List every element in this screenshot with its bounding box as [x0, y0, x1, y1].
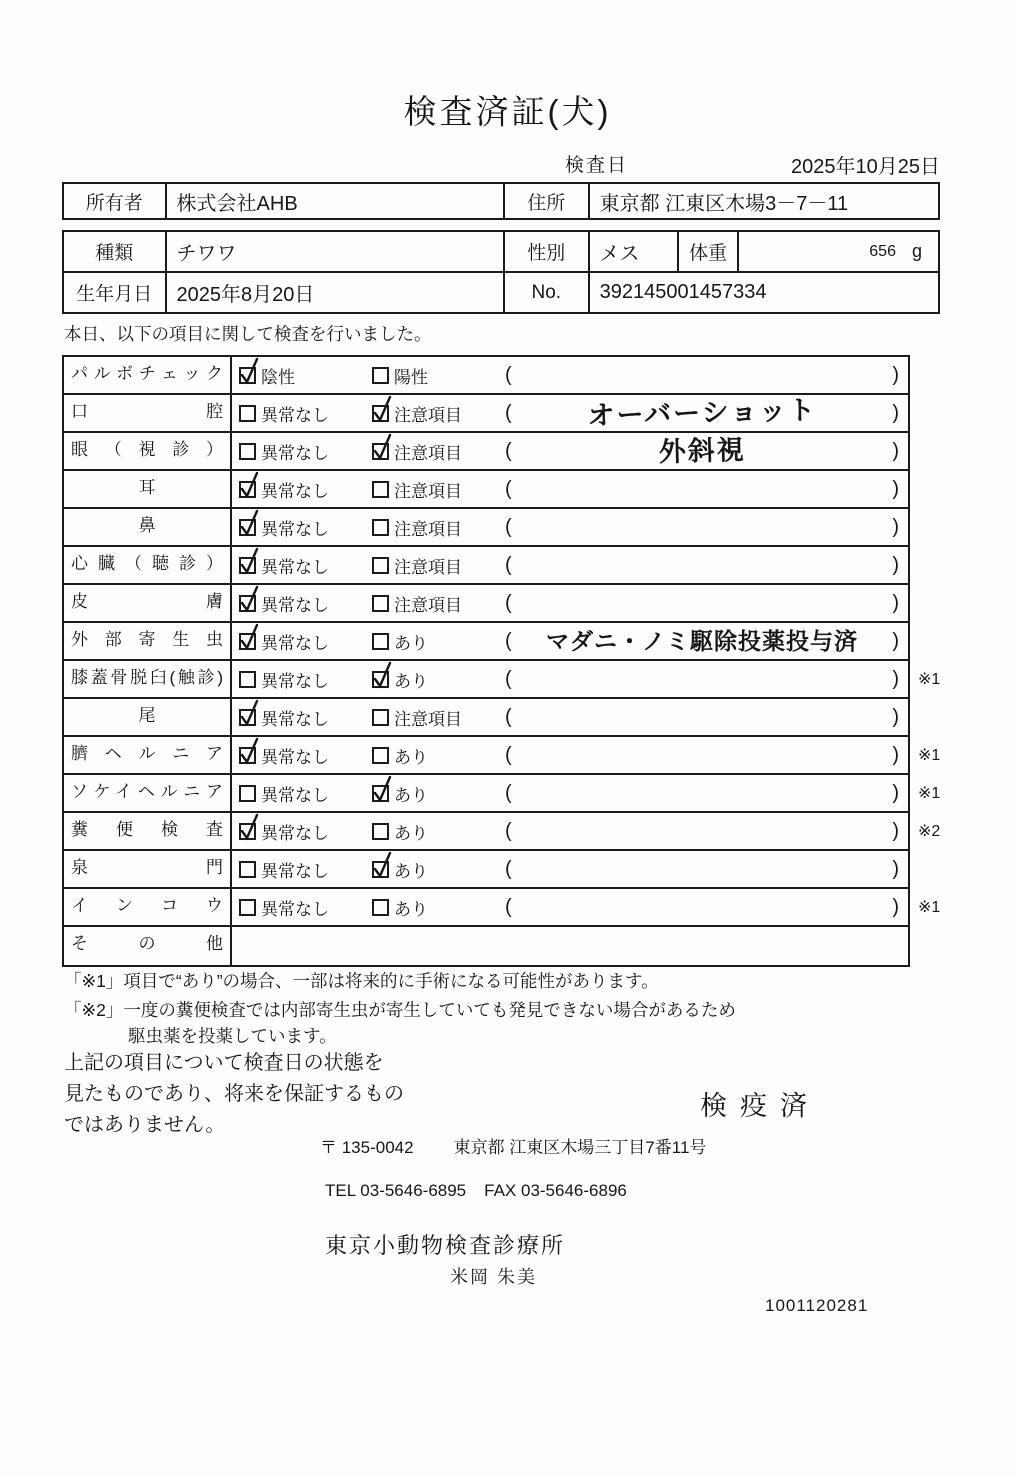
paren-open: (: [505, 857, 512, 880]
option-group: [239, 667, 372, 692]
checkbox-icon: [239, 443, 256, 460]
option-group: [372, 439, 505, 464]
option-group: [239, 515, 372, 540]
checkbox-icon: [372, 595, 389, 612]
option-label: 陽性: [394, 367, 428, 387]
option-label: あり: [394, 633, 428, 653]
paren-close: ): [892, 705, 899, 728]
birthdate-value: 2025年8月20日: [167, 273, 505, 312]
option-label: 異常なし: [261, 595, 329, 615]
intro-text: 本日、以下の項目に関して検査を行いました。: [64, 324, 432, 344]
exam-item-label: 膝蓋骨脱臼(触診): [64, 661, 232, 697]
animal-table: [62, 230, 940, 314]
footnote-2-line2: 駆虫薬を投薬しています。: [128, 1026, 337, 1046]
paren-open: (: [505, 591, 512, 614]
exam-date-value: 2025年10月25日: [791, 156, 940, 178]
checkbox-checked-icon: [372, 443, 389, 460]
paren-open: (: [505, 705, 512, 728]
option-group: [239, 477, 372, 502]
paren-close: ): [892, 363, 899, 386]
sex-label: 性別: [505, 232, 590, 271]
checkbox-checked-icon: [239, 557, 256, 574]
option-group: [372, 819, 505, 844]
checkbox-icon: [372, 367, 389, 384]
address-value: 東京都 江東区木場3－7－11: [599, 192, 849, 215]
exam-item-label: ソケイヘルニア: [64, 775, 232, 811]
option-label: 異常なし: [261, 443, 329, 463]
checkbox-icon: [239, 671, 256, 688]
weight-number: 656: [869, 242, 896, 260]
paren-close: ): [892, 857, 899, 880]
option-label: 異常なし: [261, 861, 329, 881]
option-label: 異常なし: [261, 899, 329, 919]
exam-items-table: [62, 355, 941, 967]
option-group: [372, 667, 505, 692]
option-group: [239, 629, 372, 654]
exam-row: [64, 775, 941, 813]
owner-table: [62, 182, 940, 220]
breed-value: チワワ: [167, 232, 505, 271]
checkbox-icon: [372, 709, 389, 726]
tel-number: TEL 03-5646-6895: [325, 1181, 467, 1200]
animal-row-1: [64, 232, 938, 273]
checkbox-checked-icon: [372, 785, 389, 802]
paren-open: (: [505, 629, 512, 652]
checkbox-icon: [372, 633, 389, 650]
option-label: 異常なし: [261, 709, 329, 729]
exam-row: [64, 813, 941, 851]
birthdate-label: 生年月日: [64, 273, 167, 312]
option-label: あり: [394, 671, 428, 691]
fax-number: FAX 03-5646-6896: [484, 1181, 627, 1200]
exam-row: [64, 357, 908, 395]
handwritten-note: オーバーショット: [586, 394, 818, 431]
exam-item-label: パルボチェック: [64, 357, 232, 393]
option-label: 異常なし: [261, 747, 329, 767]
paren-close: ): [892, 439, 899, 462]
exam-row: [64, 509, 908, 547]
option-label: あり: [394, 785, 428, 805]
footnote-mark: ※1: [918, 747, 941, 764]
exam-item-label: 鼻: [64, 509, 232, 545]
option-label: 注意項目: [394, 405, 462, 425]
option-group: [239, 401, 372, 426]
paren-close: ): [892, 553, 899, 576]
number-value: 392145001457334: [599, 281, 767, 303]
exam-item-content: [232, 433, 908, 469]
option-label: 異常なし: [261, 633, 329, 653]
checkbox-icon: [372, 557, 389, 574]
owner-value: 株式会社AHB: [167, 184, 505, 218]
footnote-mark: ※1: [918, 671, 941, 688]
paren-close: ): [892, 591, 899, 614]
checkbox-icon: [239, 899, 256, 916]
option-label: 注意項目: [394, 519, 462, 539]
exam-item-label: 皮膚: [64, 585, 232, 621]
exam-row: [64, 547, 908, 585]
exam-item-content: [232, 737, 908, 773]
exam-row: [64, 395, 908, 433]
clinic-name: 東京小動物検査診療所: [325, 1233, 566, 1258]
option-group: [372, 515, 505, 540]
exam-row: [64, 737, 941, 775]
exam-item-content: [232, 395, 908, 431]
option-group: [239, 363, 372, 388]
checkbox-checked-icon: [372, 861, 389, 878]
weight-unit: g: [911, 241, 922, 261]
examiner-name: 米岡 朱美: [450, 1267, 538, 1287]
option-label: 異常なし: [261, 405, 329, 425]
paren-open: (: [505, 363, 512, 386]
exam-item-content: [232, 889, 908, 925]
animal-row-2: [64, 273, 938, 312]
option-group: [372, 895, 505, 920]
checkbox-icon: [372, 899, 389, 916]
paren-close: ): [892, 515, 899, 538]
paren-close: ): [892, 629, 899, 652]
page-title: 検査済証(犬): [403, 93, 612, 130]
disclaimer-line-3: ではありません。: [64, 1114, 226, 1136]
option-label: 異常なし: [261, 481, 329, 501]
option-group: [372, 857, 505, 882]
paren-close: ): [892, 401, 899, 424]
serial-number: 1001120281: [765, 1296, 869, 1315]
checkbox-checked-icon: [239, 367, 256, 384]
paren-open: (: [505, 819, 512, 842]
footnote-mark: ※1: [918, 899, 941, 916]
footnote-mark: ※1: [918, 785, 941, 802]
option-label: 注意項目: [394, 481, 462, 501]
option-label: あり: [394, 823, 428, 843]
option-label: 異常なし: [261, 671, 329, 691]
checkbox-icon: [239, 785, 256, 802]
option-group: [239, 705, 372, 730]
exam-item-content: [232, 775, 908, 811]
postal-code: 〒 135-0042: [320, 1138, 414, 1157]
checkbox-checked-icon: [239, 481, 256, 498]
option-group: [372, 781, 505, 806]
option-group: [239, 857, 372, 882]
paren-open: (: [505, 553, 512, 576]
option-label: あり: [394, 861, 428, 881]
exam-item-content: [232, 851, 908, 887]
checkbox-checked-icon: [372, 671, 389, 688]
handwritten-note: 外斜視: [658, 434, 746, 467]
option-group: [372, 705, 505, 730]
paren-close: ): [892, 667, 899, 690]
clinic-address: 東京都 江東区木場三丁目7番11号: [453, 1138, 707, 1157]
exam-item-label: 泉門: [64, 851, 232, 887]
option-label: 異常なし: [261, 823, 329, 843]
clinic-address-line: [320, 1133, 706, 1158]
exam-row: [64, 661, 941, 699]
exam-item-label: 耳: [64, 471, 232, 507]
exam-row: [64, 927, 908, 965]
weight-value: [739, 232, 938, 271]
note-text: マダニ・ノミ駆除投薬投与済: [546, 627, 858, 654]
paren-open: (: [505, 743, 512, 766]
exam-item-content: [232, 661, 908, 697]
checkbox-checked-icon: [239, 633, 256, 650]
exam-item-label: 糞便検査: [64, 813, 232, 849]
option-group: [372, 743, 505, 768]
option-label: 陰性: [261, 367, 295, 387]
option-group: [239, 553, 372, 578]
footnote-2-line1: 「※2」一度の糞便検査では内部寄生虫が寄生していても発見できない場合があるため: [64, 1000, 736, 1020]
exam-item-content: [232, 547, 908, 583]
number-label: No.: [505, 273, 590, 312]
checkbox-checked-icon: [372, 405, 389, 422]
option-group: [239, 895, 372, 920]
option-label: あり: [394, 899, 428, 919]
exam-item-content: [232, 357, 908, 393]
exam-item-label: 外部寄生虫: [64, 623, 232, 659]
weight-label: 体重: [679, 232, 739, 271]
option-label: 注意項目: [394, 443, 462, 463]
paren-open: (: [505, 439, 512, 462]
exam-item-content: [232, 585, 908, 621]
option-group: [239, 819, 372, 844]
option-label: 異常なし: [261, 785, 329, 805]
quarantine-stamp: 検疫済: [700, 1091, 820, 1121]
exam-item-label: インコウ: [64, 889, 232, 925]
exam-item-label: 尾: [64, 699, 232, 735]
exam-item-label: 臍ヘルニア: [64, 737, 232, 773]
sex-value: メス: [590, 232, 680, 271]
exam-item-label: 眼（視診）: [64, 433, 232, 469]
footnote-1: 「※1」項目で“あり”の場合、一部は将来的に手術になる可能性があります。: [64, 971, 659, 991]
option-group: [372, 363, 505, 388]
checkbox-checked-icon: [239, 747, 256, 764]
paren-close: ): [892, 781, 899, 804]
option-group: [372, 401, 505, 426]
paren-close: ): [892, 477, 899, 500]
exam-row: [64, 471, 908, 509]
exam-date-label: 検査日: [565, 155, 629, 176]
exam-item-content: [232, 509, 908, 545]
checkbox-checked-icon: [239, 595, 256, 612]
checkbox-checked-icon: [239, 519, 256, 536]
option-group: [372, 477, 505, 502]
paren-open: (: [505, 667, 512, 690]
checkbox-icon: [239, 405, 256, 422]
disclaimer-text: [64, 1048, 404, 1141]
option-label: 注意項目: [394, 709, 462, 729]
exam-row: [64, 433, 908, 471]
paren-close: ): [892, 819, 899, 842]
disclaimer-line-1: 上記の項目について検査日の状態を: [64, 1052, 384, 1074]
option-group: [239, 781, 372, 806]
paren-close: ): [892, 743, 899, 766]
breed-label: 種類: [64, 232, 167, 271]
option-group: [372, 553, 505, 578]
option-label: 異常なし: [261, 519, 329, 539]
option-label: 注意項目: [394, 595, 462, 615]
option-group: [239, 743, 372, 768]
checkbox-icon: [372, 823, 389, 840]
footnote-mark: ※2: [918, 823, 941, 840]
checkbox-checked-icon: [239, 709, 256, 726]
paren-open: (: [505, 895, 512, 918]
paren-open: (: [505, 477, 512, 500]
option-label: 異常なし: [261, 557, 329, 577]
paren-close: ): [892, 895, 899, 918]
paren-open: (: [505, 781, 512, 804]
option-group: [372, 629, 505, 654]
exam-row: [64, 585, 908, 623]
exam-item-content: [232, 813, 908, 849]
exam-item-label: 口腔: [64, 395, 232, 431]
exam-item-content: [232, 623, 908, 659]
owner-label: 所有者: [64, 184, 167, 218]
checkbox-icon: [372, 747, 389, 764]
option-group: [239, 591, 372, 616]
exam-item-label: 心臓（聴診）: [64, 547, 232, 583]
exam-item-content: [232, 699, 908, 735]
tel-fax-line: [325, 1181, 627, 1201]
exam-item-content: [232, 471, 908, 507]
exam-row: [64, 851, 908, 889]
disclaimer-line-2: 見たものであり、将来を保証するもの: [64, 1083, 404, 1105]
option-group: [239, 439, 372, 464]
paren-open: (: [505, 515, 512, 538]
exam-row: [64, 623, 908, 661]
checkbox-checked-icon: [239, 823, 256, 840]
exam-item-label: その他: [64, 927, 232, 965]
checkbox-icon: [372, 481, 389, 498]
checkbox-icon: [372, 519, 389, 536]
paren-open: (: [505, 401, 512, 424]
option-label: あり: [394, 747, 428, 767]
exam-row: [64, 699, 908, 737]
option-group: [372, 591, 505, 616]
exam-row: [64, 889, 941, 927]
address-label: 住所: [505, 184, 590, 218]
exam-item-content: [232, 927, 908, 965]
checkbox-icon: [239, 861, 256, 878]
option-label: 注意項目: [394, 557, 462, 577]
